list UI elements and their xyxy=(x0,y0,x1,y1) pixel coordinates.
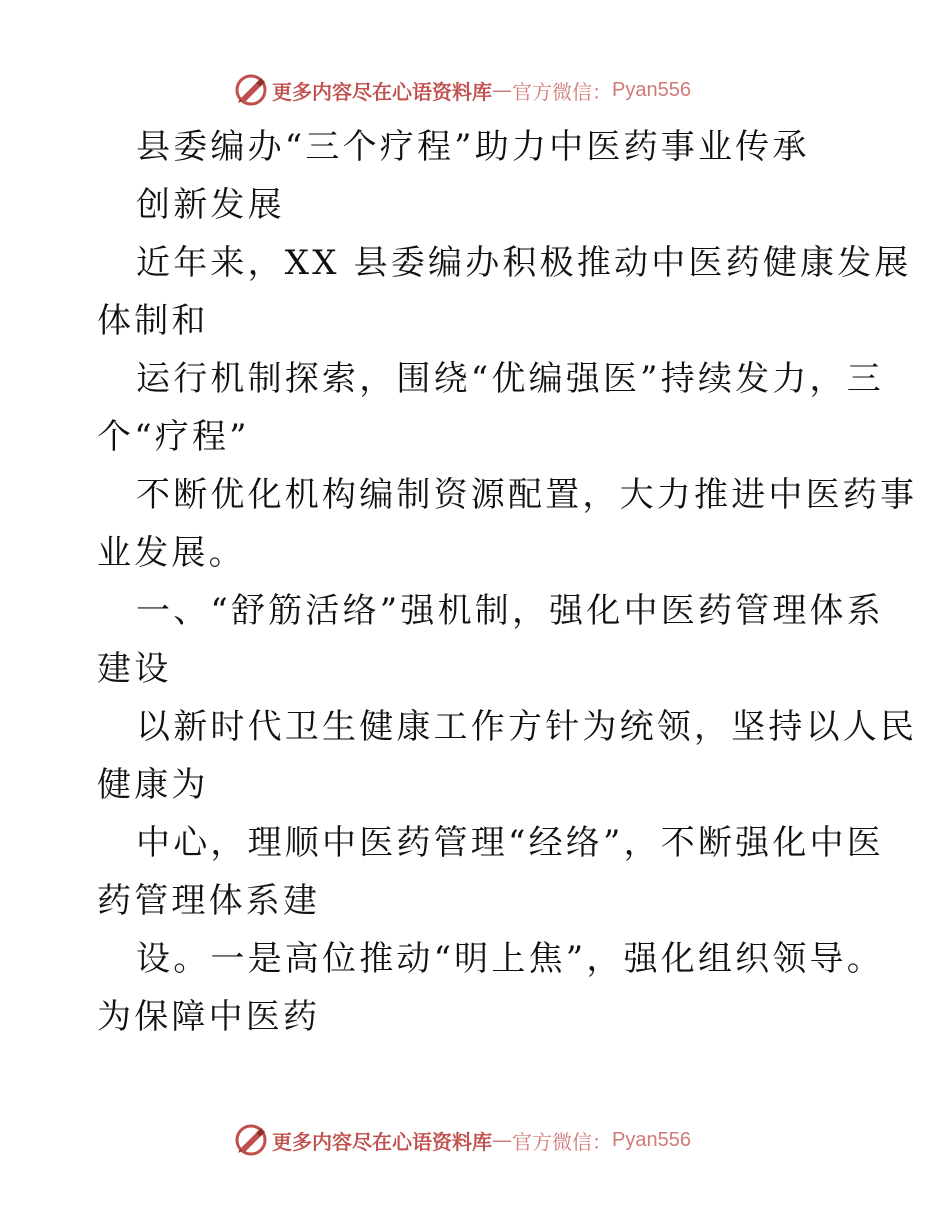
watermark-main-text: 更多内容尽在心语资料库 xyxy=(272,1129,492,1154)
watermark-main-text: 更多内容尽在心语资料库 xyxy=(272,79,492,104)
text-line: 业发展。 xyxy=(97,533,246,573)
text-line: 个“疗程” xyxy=(97,417,250,457)
text-line: 药管理体系建 xyxy=(97,881,321,921)
footer-watermark xyxy=(234,1120,691,1160)
text-line: 设。一是高位推动“明上焦”，强化组织领导。 xyxy=(136,939,884,979)
watermark-dash: — xyxy=(492,1128,512,1152)
pen-logo-icon xyxy=(234,73,268,107)
text-line: 体制和 xyxy=(97,301,209,341)
watermark-id: Pyan556 xyxy=(612,78,691,101)
pen-logo-icon xyxy=(234,1123,268,1157)
text-line: 建设 xyxy=(97,649,172,689)
text-line: 健康为 xyxy=(97,765,209,805)
text-line: 近年来，XX 县委编办积极推动中医药健康发展 xyxy=(136,243,912,283)
text-line: 一、“舒筋活络”强机制，强化中医药管理体系 xyxy=(136,591,884,631)
watermark-id: Pyan556 xyxy=(612,1128,691,1151)
header-watermark xyxy=(234,70,691,110)
text-line: 运行机制探索，围绕“优编强医”持续发力，三 xyxy=(136,359,884,399)
text-line: 为保障中医药 xyxy=(97,997,321,1037)
watermark-dash: — xyxy=(492,78,512,102)
text-line: 中心，理顺中医药管理“经络”，不断强化中医 xyxy=(136,823,884,863)
watermark-sub-text: 官方微信： xyxy=(512,79,612,104)
text-line: 县委编办“三个疗程”助力中医药事业传承 xyxy=(136,127,810,167)
text-line: 不断优化机构编制资源配置，大力推进中医药事 xyxy=(136,475,918,515)
watermark-sub-text: 官方微信： xyxy=(512,1129,612,1154)
text-line: 以新时代卫生健康工作方针为统领，坚持以人民 xyxy=(136,707,918,747)
text-line: 创新发展 xyxy=(136,185,285,225)
